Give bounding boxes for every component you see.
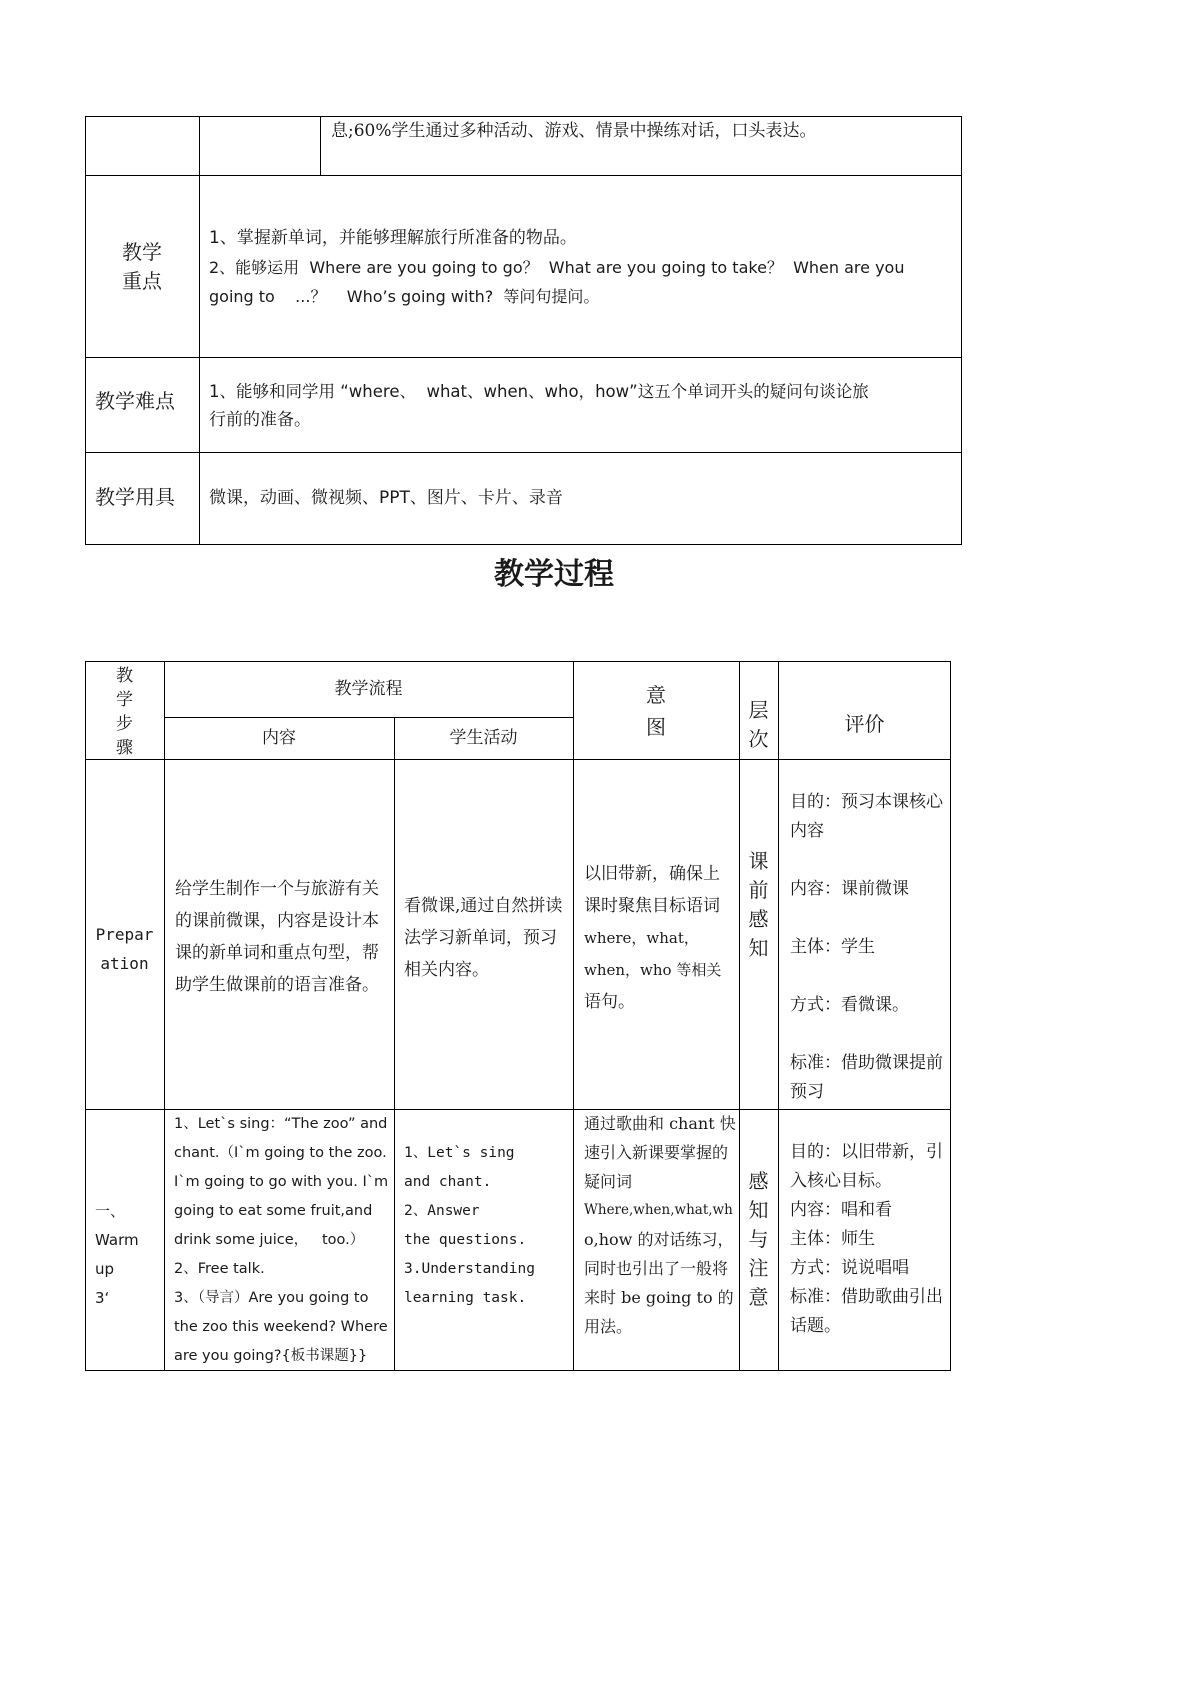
prep-intent-line: 以旧带新，确保上: [584, 864, 720, 884]
header-step-4: 骤: [116, 738, 133, 758]
prep-content-line: 课的新单词和重点句型，帮: [175, 943, 379, 963]
warmup-intent-line: 用法。: [584, 1317, 633, 1336]
warmup-level-char: 意: [748, 1285, 769, 1309]
warmup-step-line: 3‘: [95, 1289, 110, 1307]
header-activity: 学生活动: [449, 728, 518, 748]
warmup-intent-line: 疑问词: [584, 1172, 633, 1191]
header-level-1: 层: [748, 698, 769, 722]
prep-intent-line: 课时聚焦目标语词: [584, 896, 720, 916]
table-divider: [85, 759, 951, 760]
tools-label: 教学用具: [95, 485, 175, 509]
warmup-content-line: the zoo this weekend? Where: [174, 1319, 388, 1335]
header-level-2: 次: [748, 727, 769, 751]
prep-eval-line: 方式：看微课。: [790, 995, 909, 1015]
warmup-step-line: up: [95, 1260, 115, 1278]
focus-line-3: going to ...？ Who’s going with? 等问句提问。: [209, 287, 600, 306]
table-divider: [573, 661, 574, 1371]
header-flow: 教学流程: [334, 679, 403, 699]
warmup-content-line: drink some juice， too.）: [174, 1232, 365, 1248]
focus-line-1: 1、掌握新单词，并能够理解旅行所准备的物品。: [209, 228, 577, 248]
warmup-content-line: are you going?{板书课题}}: [174, 1348, 368, 1364]
warmup-step-line: Warm: [95, 1231, 139, 1249]
warmup-intent-line: 速引入新课要掌握的: [584, 1143, 729, 1162]
tools-text: 微课，动画、微视频、PPT、图片、卡片、录音: [209, 488, 563, 508]
prep-content-line: 的课前微课，内容是设计本: [175, 911, 379, 931]
warmup-level-char: 注: [748, 1256, 769, 1280]
prep-content-line: 给学生制作一个与旅游有关: [175, 879, 379, 899]
warmup-eval-line: 主体：师生: [790, 1229, 875, 1249]
prep-level-char: 知: [748, 936, 769, 960]
warmup-activity-line: the questions.: [404, 1232, 527, 1248]
prep-eval-line: 预习: [790, 1082, 824, 1102]
warmup-eval-line: 入核心目标。: [790, 1171, 892, 1191]
warmup-eval-line: 话题。: [790, 1316, 841, 1336]
warmup-content-line: I`m going to go with you. I`m: [174, 1174, 389, 1190]
table-divider: [85, 175, 962, 176]
warmup-activity-line: 1、Let`s sing: [404, 1145, 515, 1161]
table-divider: [199, 116, 200, 545]
prep-content-line: 助学生做课前的语言准备。: [175, 975, 379, 995]
difficulty-line-1: 1、能够和同学用 “where、 what、when、who，how”这五个单词开头的疑问句谈论旅: [209, 382, 869, 401]
prep-intent-line: 语句。: [584, 992, 635, 1012]
prep-eval-line: 内容：课前微课: [790, 879, 909, 899]
warmup-level-char: 知: [748, 1198, 769, 1222]
header-step-1: 教: [116, 666, 133, 686]
header-step-2: 学: [116, 690, 133, 710]
focus-label-line1: 教学: [122, 240, 162, 264]
warmup-content-line: 1、Let`s sing：“The zoo” and: [174, 1116, 388, 1132]
warmup-content-line: going to eat some fruit,and: [174, 1203, 373, 1219]
section-title: 教学过程: [494, 557, 614, 592]
objectives-table: [85, 116, 962, 545]
table-divider: [394, 717, 395, 1371]
prep-level-char: 课: [748, 849, 769, 873]
warmup-intent-line: 来时 be going to 的: [584, 1288, 734, 1307]
warmup-activity-line: 2、Answer: [404, 1203, 480, 1219]
table-divider: [85, 357, 962, 358]
prep-activity-line: 相关内容。: [404, 960, 489, 980]
difficulty-label: 教学难点: [95, 389, 175, 413]
warmup-eval-line: 方式：说说唱唱: [790, 1258, 909, 1278]
warmup-activity-line: and chant.: [404, 1174, 492, 1190]
warmup-activity-line: 3.Understanding: [404, 1261, 535, 1277]
header-intent-1: 意: [646, 683, 666, 707]
warmup-level-char: 与: [748, 1227, 769, 1251]
prep-activity-line: 法学习新单词，预习: [404, 928, 557, 948]
warmup-content-line: 2、Free talk.: [174, 1261, 265, 1277]
table-divider: [164, 717, 573, 718]
header-intent-2: 图: [646, 715, 666, 739]
difficulty-line-2: 行前的准备。: [209, 410, 311, 430]
table-divider: [778, 661, 779, 1371]
warmup-level-char: 感: [748, 1169, 769, 1193]
warmup-activity-line: learning task.: [404, 1290, 527, 1306]
header-step-3: 步: [116, 714, 133, 734]
prep-level-char: 感: [748, 907, 769, 931]
warmup-content-line: chant.（I`m going to the zoo.: [174, 1145, 387, 1161]
focus-line-2: 2、能够运用 Where are you going to go？ What are you going to take？ When are you: [209, 258, 905, 277]
table-divider: [85, 452, 962, 453]
prep-level-char: 前: [748, 878, 769, 902]
table-divider: [164, 661, 165, 1371]
prep-activity-line: 看微课,通过自然拼读: [404, 896, 563, 916]
prep-eval-line: 主体：学生: [790, 937, 875, 957]
warmup-intent-line: 同时也引出了一般将: [584, 1259, 729, 1278]
prep-eval-line: 目的：预习本课核心: [790, 792, 943, 812]
warmup-intent-line: 通过歌曲和 chant 快: [584, 1114, 736, 1133]
warmup-eval-line: 目的：以旧带新，引: [790, 1142, 943, 1162]
warmup-eval-line: 内容：唱和看: [790, 1200, 892, 1220]
warmup-intent-line: Where,when,what,wh: [584, 1202, 733, 1218]
header-evaluation: 评价: [844, 712, 885, 736]
warmup-content-line: 3、（导言）Are you going to: [174, 1290, 369, 1306]
objective-continuation-text: 息;60%学生通过多种活动、游戏、情景中操练对话，口头表达。: [331, 121, 817, 141]
prep-step-line1: Prepar: [95, 925, 154, 944]
prep-step-line2: ation: [100, 954, 149, 973]
warmup-step-line: 一、: [95, 1202, 126, 1220]
prep-eval-line: 内容: [790, 821, 824, 841]
warmup-eval-line: 标准：借助歌曲引出: [790, 1287, 943, 1307]
table-divider: [320, 116, 321, 175]
header-content: 内容: [262, 728, 296, 748]
focus-label-line2: 重点: [122, 269, 162, 293]
prep-intent-line: where，what，: [584, 929, 699, 947]
prep-intent-line: when，who 等相关: [584, 961, 722, 979]
prep-eval-line: 标准：借助微课提前: [790, 1053, 943, 1073]
warmup-intent-line: o,how 的对话练习，: [584, 1230, 734, 1249]
